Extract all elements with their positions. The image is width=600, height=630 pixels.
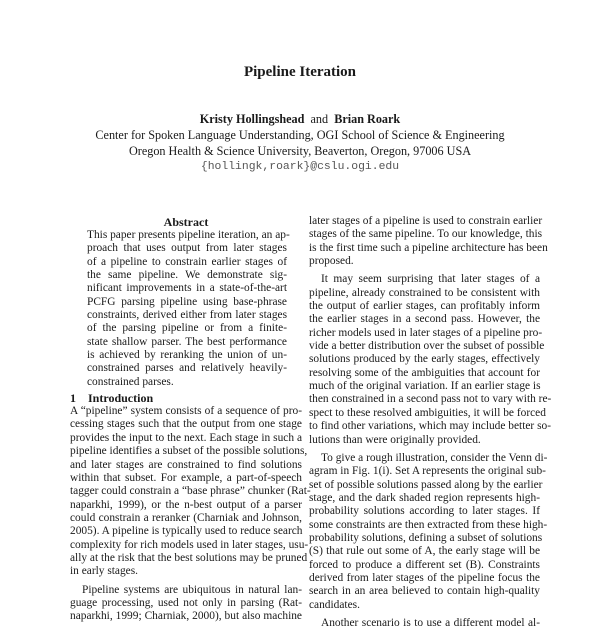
- abstract-line: the same pipeline. We demonstrate sig-: [87, 269, 287, 282]
- text-line: cessing stages such that the output from one stage: [70, 418, 302, 431]
- text-line: search in an area believed to contain high-quality: [309, 585, 540, 598]
- text-line: the earlier stages in a second pass. However, the: [309, 313, 540, 326]
- text-line: guage processing, used not only in parsing (Rat-: [70, 596, 302, 609]
- text-line: pipeline identifies a subset of the possible solutions,: [70, 445, 308, 458]
- text-line: within that subset. For example, a part-of-speech: [70, 471, 302, 484]
- left-column: [70, 215, 311, 624]
- text-line: derived from later stages of the pipeline focus the: [309, 571, 540, 584]
- paragraph: [70, 405, 311, 578]
- abstract-line: constrained parses.: [87, 375, 174, 388]
- abstract-line: constrained parses and relatively heavily-: [87, 362, 287, 375]
- author-name: Kristy Hollingshead: [199, 112, 305, 126]
- paragraph: [309, 273, 552, 446]
- text-line: complexity for rich models used in later stages, usu-: [70, 538, 309, 551]
- abstract-line: of a pipeline to constrain earlier stages of: [87, 255, 287, 268]
- text-line: candidates.: [309, 598, 360, 611]
- right-column: [309, 215, 552, 630]
- abstract-body: [87, 229, 290, 389]
- paragraph: [309, 451, 548, 612]
- text-line: to find other variations, which may include better so-: [309, 420, 551, 433]
- text-line: naparkhi, 1999), or the n-best output of a parser: [70, 498, 302, 511]
- text-line: Pipeline systems are ubiquitous in natural lan-: [82, 583, 302, 596]
- text-line: is the first time such a pipeline architecture has been: [309, 241, 548, 254]
- text-line: resolving some of the ambiguities that account for: [309, 366, 540, 379]
- text-line: could constrain a reranker (Charniak and Johnson,: [70, 511, 302, 524]
- text-line: set of possible solutions passed along by the earlier: [309, 478, 543, 491]
- text-line: (S) that rule out some of A, the early stage will be: [309, 545, 540, 558]
- abstract-line: is achieved by reranking the union of un-: [87, 349, 287, 362]
- abstract-line: proach that uses output from later stages: [87, 242, 287, 255]
- text-line: proposed.: [309, 255, 354, 268]
- text-line: probability solutions, defining a subset of solutions: [309, 531, 543, 544]
- abstract-line: This paper presents pipeline iteration, an ap-: [87, 229, 290, 241]
- text-line: probability solutions according to later stages. If: [309, 505, 540, 518]
- text-line: forced to produce a different set (B). Constraints: [309, 558, 540, 571]
- text-line: agram in Fig. 1(i). Set A represents the original sub-: [309, 465, 546, 478]
- section-number: 1: [70, 391, 76, 406]
- abstract-line: state shallow parser. The best performance: [87, 335, 287, 348]
- abstract-line: of the parsing pipeline or from a finite-: [87, 322, 287, 335]
- text-line: provides the input to the next. Each stage in such a: [70, 431, 302, 444]
- abstract-line: nificant improvements in a state-of-the-art: [87, 282, 287, 295]
- section-title: Introduction: [88, 391, 154, 406]
- text-line: spect to these resolved ambiguities, it will be forced: [309, 406, 546, 419]
- text-line: naparkhi, 1999; Charniak, 2000), but also machine: [70, 610, 302, 623]
- text-line: To give a rough illustration, consider the Venn di-: [321, 451, 548, 464]
- text-line: stages of the same pipeline. To our knowledge, this: [309, 228, 543, 241]
- text-line: Another scenario is to use a different model al-: [321, 616, 540, 629]
- text-line: lutions than were originally provided.: [309, 433, 481, 446]
- text-line: later stages of a pipeline is used to constrain earlier: [309, 215, 543, 227]
- author-name: Brian Roark: [334, 112, 401, 126]
- text-line: solutions produced by the early stages, effectively: [309, 353, 540, 366]
- text-line: then constrained in a second pass not to vary with re-: [309, 393, 552, 406]
- text-line: in early stages.: [70, 565, 139, 578]
- author-conjunction: and: [310, 112, 329, 126]
- section-heading: [70, 391, 302, 405]
- text-line: A “pipeline” system consists of a sequence of pro-: [70, 405, 302, 418]
- paragraph: [309, 215, 548, 268]
- paragraph: [309, 617, 540, 630]
- paper-title: Pipeline Iteration: [243, 64, 357, 80]
- affiliation-line: Oregon Health & Science University, Beaverton, Oregon, 97006 USA: [128, 144, 472, 158]
- affiliation-line: Center for Spoken Language Understanding, OGI School of Science & Engineering: [95, 128, 505, 142]
- text-line: ally at the risk that the best solutions may be pruned: [70, 551, 308, 564]
- text-line: stage, and the dark shaded region represents high-: [309, 491, 540, 504]
- text-line: some constraints are then extracted from these high-: [309, 518, 548, 531]
- text-line: and later stages are constrained to find solutions: [70, 458, 302, 471]
- text-line: It may seem surprising that later stages of a: [321, 273, 540, 286]
- text-line: the output of earlier stages, can profitably inform: [309, 300, 540, 313]
- abstract-heading: Abstract: [163, 215, 209, 229]
- paragraph: [70, 584, 302, 624]
- abstract-line: constraints, derived either from later stages: [87, 309, 287, 322]
- text-line: 2005). A pipeline is typically used to reduce search: [70, 525, 303, 538]
- text-line: tagger could constrain a “base phrase” chunker (Rat-: [70, 485, 311, 498]
- abstract-line: PCFG parsing pipeline using base-phrase: [87, 295, 287, 308]
- author-block: [0, 111, 600, 175]
- text-line: richer models used in later stages of a pipeline pro-: [309, 326, 543, 339]
- text-line: vide a better distribution over the subset of possible: [309, 340, 545, 353]
- text-line: pipeline, already constrained to be consistent with: [309, 286, 540, 299]
- text-line: much of the original variation. If an earlier stage is: [309, 380, 541, 393]
- author-email: {hollingk,roark}@cslu.ogi.edu: [200, 161, 400, 173]
- author-names: [0, 111, 600, 127]
